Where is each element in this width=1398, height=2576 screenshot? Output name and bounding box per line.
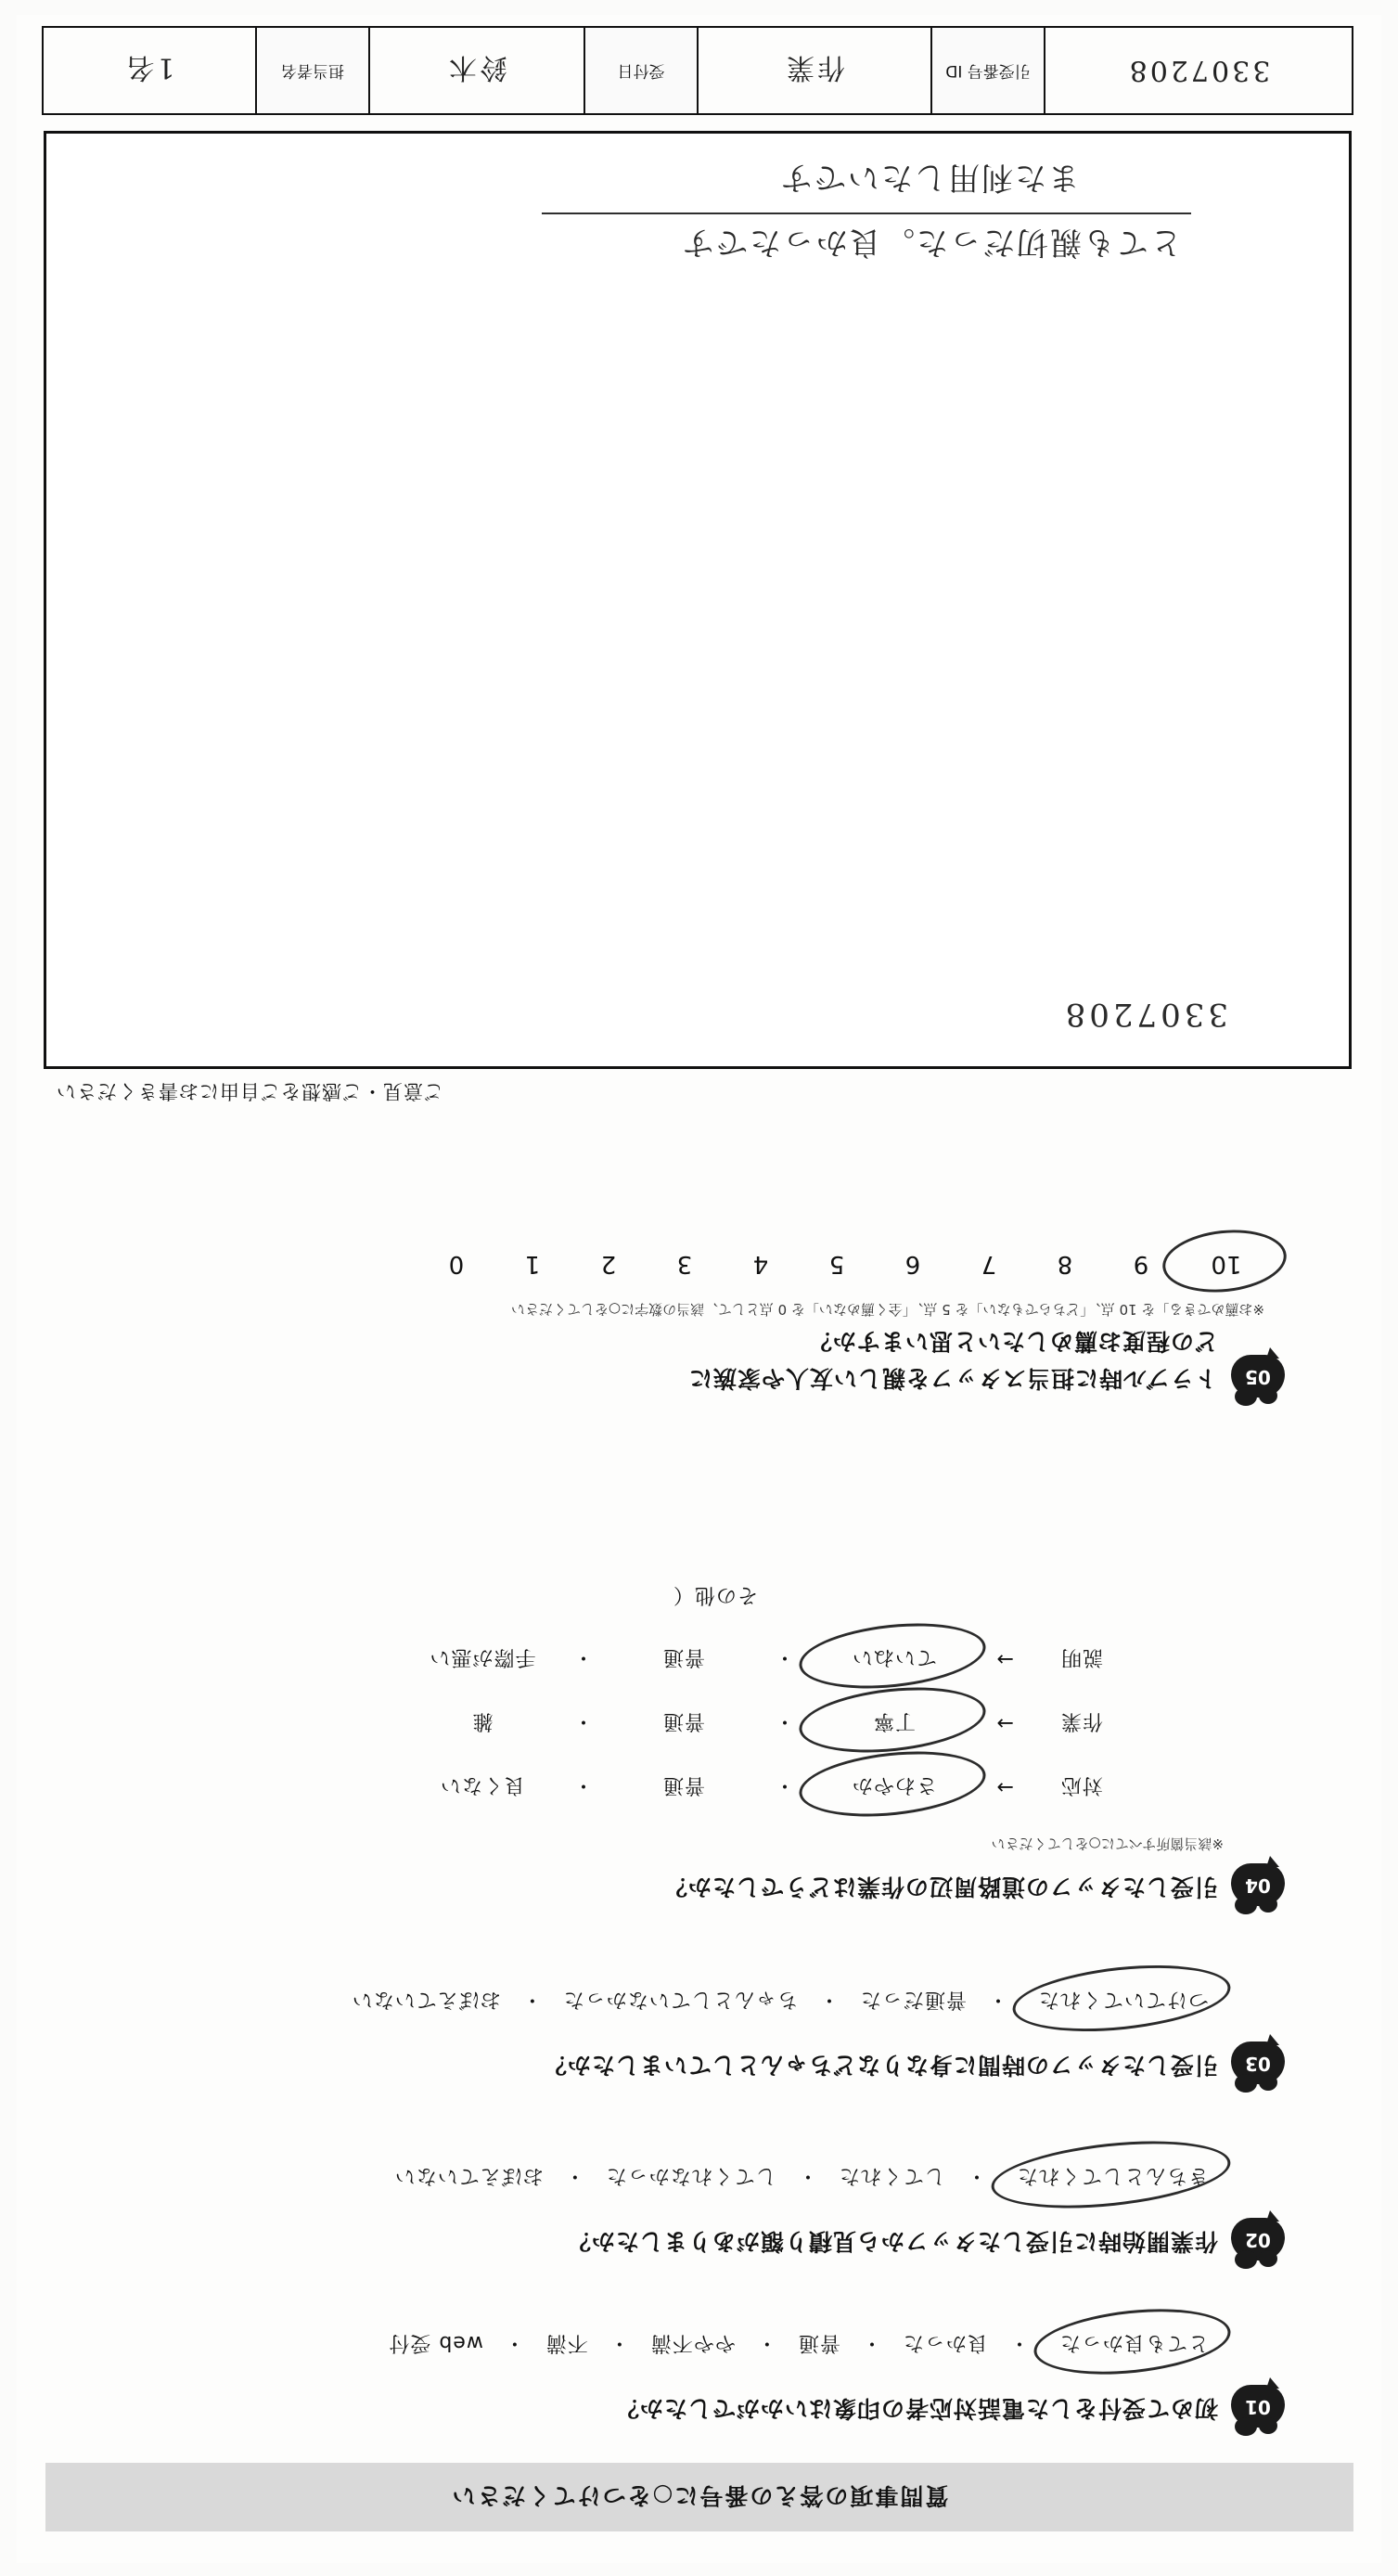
question-note-05: ※お薦めできる」を 10 点、「どちらでもない」を 5 点、「全く薦めない」を 0 点として、該当の数字に○をしてください <box>511 1301 1264 1319</box>
option-q2-dont-remember[interactable]: おぼえていない <box>393 2164 544 2187</box>
matrix-other-field[interactable]: その他（ <box>672 1583 758 1606</box>
comment-handwriting-underline <box>542 213 1191 214</box>
option-q3-yes[interactable]: つけていてくれた <box>1029 1985 1218 2017</box>
question-05-scale <box>17 1249 1381 1281</box>
question-number-05: 05 <box>1245 1366 1271 1388</box>
comment-box-label: ご意見・ご感想をご自由にお書きください <box>56 1080 443 1102</box>
matrix-row-label-response: 対応 <box>1059 1773 1103 1797</box>
option-q3-no[interactable]: ちゃんとしていなかった <box>562 1988 798 2011</box>
question-number-badge-05 <box>1231 1351 1285 1397</box>
question-number-badge-03 <box>1231 2038 1285 2084</box>
matrix-opt-response-normal[interactable]: 普通 <box>661 1773 705 1797</box>
question-number-03: 03 <box>1245 2053 1271 2075</box>
header-banner-text: 質問事項の答えの番号に○をつけてください <box>450 2482 949 2509</box>
question-text-04: 引受したタッフの道路周辺の作業はどうでしたか？ <box>662 1874 1218 1900</box>
matrix-opt-work-polite[interactable]: 丁寧 <box>815 1707 973 1739</box>
question-options-01: とても良かった ・ 良かった ・ 普通 ・ やや不満 ・ 不満 ・ web 受付 <box>17 2328 1381 2361</box>
option-q3-normal[interactable]: 普通だった <box>859 1988 967 2011</box>
table-cell-id <box>1044 28 1352 113</box>
option-q3-dont-remember[interactable]: おぼえていない <box>351 1988 501 2011</box>
comment-box[interactable] <box>44 131 1352 1069</box>
question-text-03: 引受したタッフの時間に身なりなどちゃんとしていましたか？ <box>542 2052 1218 2079</box>
matrix-row-work: 作業 → 丁寧 ・ 普通 ・ 雑 <box>17 1707 1381 1739</box>
matrix-row-response: 対応 → さわやか ・ 普通 ・ 良くない <box>17 1771 1381 1803</box>
option-q2-done-properly[interactable]: きちんとしてくれた <box>1007 2161 1218 2194</box>
option-q2-not-done[interactable]: してくれなかった <box>605 2164 776 2187</box>
question-04-matrix <box>17 1582 1381 1803</box>
table-value-id: 3307208 <box>1126 54 1271 87</box>
matrix-opt-work-rough[interactable]: 雑 <box>471 1709 494 1732</box>
scale-value-2[interactable]: 2 <box>600 1250 617 1279</box>
question-text-01: 初めて受付をした電話対応者の印象はいかがでしたか？ <box>614 2395 1218 2422</box>
question-text-02: 作業開始時に引受したタッフから見積り額がありましたか？ <box>566 2228 1218 2255</box>
scale-value-3[interactable]: 3 <box>676 1250 693 1279</box>
matrix-opt-explanation-poor[interactable]: 手際が悪い <box>429 1645 536 1668</box>
table-label-staff: 担当者名 <box>255 28 368 113</box>
scale-value-1[interactable]: 1 <box>524 1250 541 1279</box>
option-q2-done[interactable]: してくれた <box>838 2164 945 2187</box>
question-number-04: 04 <box>1245 1874 1271 1897</box>
matrix-row-label-work: 作業 <box>1059 1709 1103 1732</box>
option-q1-web[interactable]: web 受付 <box>388 2331 483 2354</box>
scale-value-7[interactable]: 7 <box>981 1250 997 1279</box>
question-block-02 <box>17 2161 1381 2257</box>
question-number-badge-02 <box>1231 2214 1285 2260</box>
paper-surface <box>17 15 1381 2563</box>
arrow-icon: → <box>995 1647 1014 1670</box>
comment-handwriting-line-2: また利用したいです <box>779 159 1080 196</box>
scale-value-0[interactable]: 0 <box>448 1250 465 1279</box>
arrow-icon: → <box>995 1711 1014 1734</box>
scale-value-4[interactable]: 4 <box>752 1250 769 1279</box>
matrix-opt-response-refreshing[interactable]: さわやか <box>815 1771 973 1803</box>
arrow-icon: → <box>995 1775 1014 1798</box>
scale-value-5[interactable]: 5 <box>828 1250 845 1279</box>
question-options-02: きちんとしてくれた ・ してくれた ・ してくれなかった ・ おぼえていない <box>17 2161 1381 2194</box>
table-cell-staff <box>368 28 584 113</box>
question-note-04: ※該当箇所すべてに○をしてください <box>991 1835 1224 1852</box>
form-header-table <box>42 26 1353 115</box>
option-q1-somewhat-dissatisfied[interactable]: やや不満 <box>649 2331 736 2354</box>
question-block-01 <box>17 2328 1381 2424</box>
table-cell-writer <box>44 28 255 113</box>
header-banner <box>45 2463 1353 2531</box>
question-options-03: つけていてくれた ・ 普通だった ・ ちゃんとしていなかった ・ おぼえていない <box>17 1985 1381 2017</box>
scale-value-9[interactable]: 9 <box>1133 1250 1149 1279</box>
matrix-opt-response-bad[interactable]: 良くない <box>439 1773 525 1797</box>
table-label-date: 受付日 <box>584 28 697 113</box>
table-cell-date <box>697 28 930 113</box>
question-number-01: 01 <box>1245 2396 1271 2418</box>
handwritten-survey-id: 3307208 <box>1061 996 1228 1033</box>
option-q1-very-good[interactable]: とても良かった <box>1050 2328 1218 2361</box>
matrix-opt-explanation-polite[interactable]: ていねい <box>815 1642 973 1675</box>
scale-value-10[interactable]: 10 <box>1179 1249 1274 1281</box>
table-value-date: 作業 <box>784 51 845 84</box>
question-block-05 <box>17 1249 1381 1395</box>
option-q1-good[interactable]: 良かった <box>902 2331 988 2354</box>
question-number-02: 02 <box>1245 2229 1271 2251</box>
scale-value-8[interactable]: 8 <box>1057 1250 1073 1279</box>
scale-value-6[interactable]: 6 <box>904 1250 921 1279</box>
question-block-04 <box>17 1582 1381 1902</box>
question-text-05-line2: どの程度お薦めしたいと思いますか？ <box>807 1328 1218 1356</box>
table-value-writer: 1名 <box>123 51 175 84</box>
question-number-badge-01 <box>1231 2381 1285 2428</box>
option-q1-dissatisfied[interactable]: 不満 <box>545 2331 588 2354</box>
matrix-row-explanation: 説明 → ていねい ・ 普通 ・ 手際が悪い <box>17 1642 1381 1675</box>
matrix-row-label-explanation: 説明 <box>1059 1645 1103 1668</box>
question-number-badge-04 <box>1231 1860 1285 1906</box>
table-label-id: 引受番号 ID <box>930 28 1044 113</box>
comment-handwriting-line-1: とても親切だった。良かったです <box>681 224 1182 261</box>
table-value-staff: 鈴木 <box>446 51 507 84</box>
question-text-05-line1: トラブル時に担当スタッフを親しい友人や家族に <box>687 1365 1218 1392</box>
question-block-03 <box>17 1985 1381 2080</box>
matrix-opt-explanation-normal[interactable]: 普通 <box>661 1645 705 1668</box>
matrix-opt-work-normal[interactable]: 普通 <box>661 1709 705 1732</box>
option-q1-normal[interactable]: 普通 <box>797 2331 840 2354</box>
